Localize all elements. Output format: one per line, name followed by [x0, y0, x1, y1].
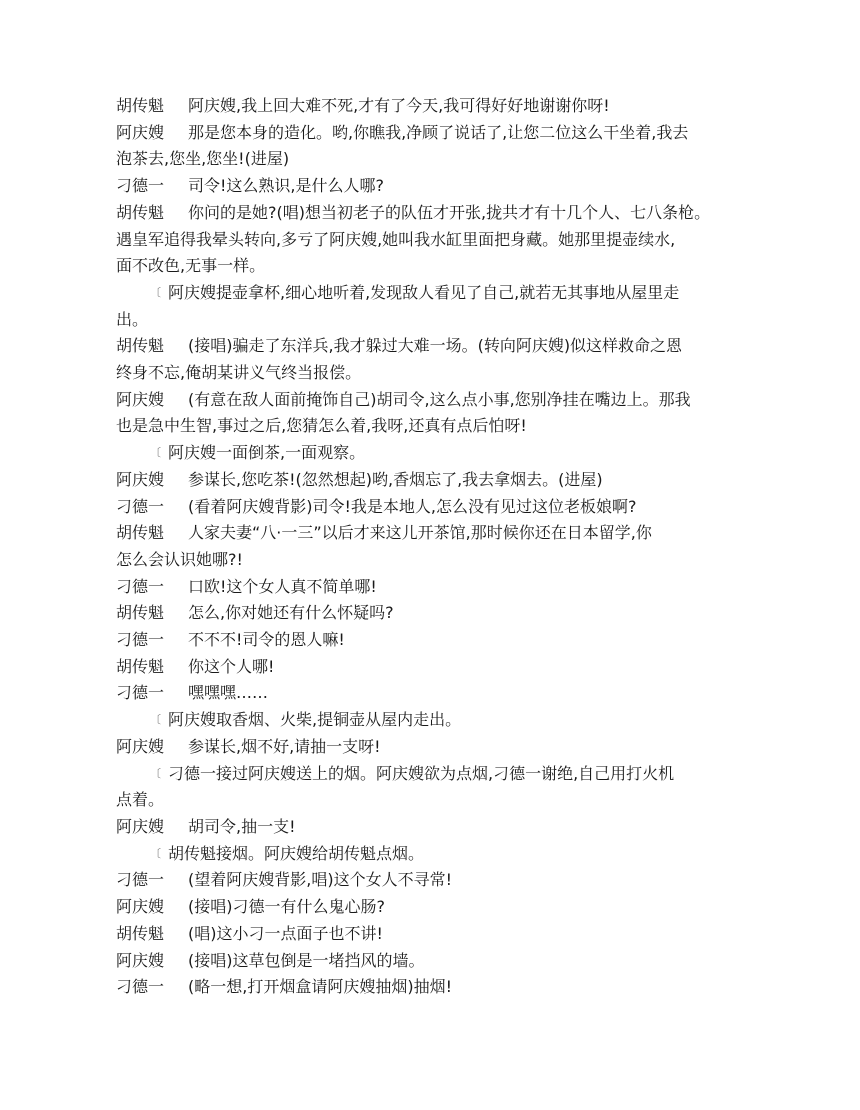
dialogue-line [116, 921, 766, 948]
dialogue-text: 人家夫妻“八·一三”以后才来这儿开茶馆,那时候你还在日本留学,你 [188, 523, 652, 543]
continuation-line: 出。 [116, 309, 149, 329]
stage-direction [116, 841, 766, 868]
speaker-name: 胡传魁 [116, 923, 165, 943]
dialogue-text: 胡司令,抽一支! [188, 816, 296, 836]
speaker-name: 刁德一 [116, 683, 165, 703]
dialogue-text: 你问的是她?(唱)想当初老子的队伍才开张,拢共才有十几个人、七八条枪。 [188, 202, 711, 222]
dialogue-text: (略一想,打开烟盒请阿庆嫂抽烟)抽烟! [188, 977, 452, 997]
stage-direction-text: 阿庆嫂取香烟、火柴,提铜壶从屋内走出。 [168, 710, 462, 730]
stage-direction-mark: 〔 [150, 846, 161, 860]
stage-direction-text: 胡传魁接烟。阿庆嫂给胡传魁点烟。 [168, 843, 425, 863]
dialogue-text: (望着阿庆嫂背影,唱)这个女人不寻常! [188, 870, 452, 890]
script-text [116, 93, 766, 1001]
dialogue-line [116, 600, 766, 627]
speaker-name: 阿庆嫂 [116, 950, 165, 970]
stage-direction [116, 761, 766, 788]
dialogue-text: (唱)这小刁一点面子也不讲! [188, 923, 383, 943]
dialogue-line [116, 974, 766, 1001]
stage-direction [116, 440, 766, 467]
speaker-name: 阿庆嫂 [116, 816, 165, 836]
speaker-name: 阿庆嫂 [116, 122, 165, 142]
stage-direction-mark: 〔 [150, 766, 161, 780]
stage-direction-text: 刁德一接过阿庆嫂送上的烟。阿庆嫂欲为点烟,刁德一谢绝,自己用打火机 [168, 763, 675, 783]
speaker-name: 胡传魁 [116, 656, 165, 676]
dialogue-text: (接唱)刁德一有什么鬼心肠? [188, 897, 385, 917]
speaker-name: 阿庆嫂 [116, 736, 165, 756]
speaker-name: 阿庆嫂 [116, 389, 165, 409]
speaker-name: 阿庆嫂 [116, 469, 165, 489]
dialogue-text: (接唱)骗走了东洋兵,我才躲过大难一场。(转向阿庆嫂)似这样救命之恩 [188, 336, 683, 356]
dialogue-line [116, 680, 766, 707]
dialogue-line [116, 333, 766, 360]
stage-direction-mark: 〔 [150, 446, 161, 460]
dialogue-text: 参谋长,您吃茶!(忽然想起)哟,香烟忘了,我去拿烟去。(进屋) [188, 469, 603, 489]
dialogue-text: 不不不!司令的恩人嘛! [188, 630, 345, 650]
dialogue-text: 那是您本身的造化。哟,你瞧我,净顾了说话了,让您二位这么干坐着,我去 [188, 122, 689, 142]
dialogue-text: 阿庆嫂,我上回大难不死,才有了今天,我可得好好地谢谢你呀! [188, 96, 610, 115]
dialogue-text: 司令!这么熟识,是什么人哪? [188, 176, 384, 196]
continuation-line: 遇皇军追得我晕头转向,多亏了阿庆嫂,她叫我水缸里面把身藏。她那里提壶续水, [116, 229, 676, 249]
dialogue-line [116, 654, 766, 681]
dialogue-line [116, 120, 766, 147]
dialogue-text: (有意在敌人面前掩饰自己)胡司令,这么点小事,您别净挂在嘴边上。那我 [188, 389, 691, 409]
dialogue-line [116, 867, 766, 894]
speaker-name: 刁德一 [116, 496, 165, 516]
speaker-name: 胡传魁 [116, 336, 165, 356]
speaker-name: 刁德一 [116, 630, 165, 650]
speaker-name: 刁德一 [116, 176, 165, 196]
stage-direction [116, 280, 766, 307]
dialogue-line [116, 93, 766, 120]
dialogue-text: (接唱)这草包倒是一堵挡风的墙。 [188, 950, 425, 970]
continuation-line: 怎么会认识她哪?! [116, 549, 243, 569]
speaker-name: 刁德一 [116, 977, 165, 997]
speaker-name: 阿庆嫂 [116, 897, 165, 917]
speaker-name: 胡传魁 [116, 202, 165, 222]
dialogue-line [116, 494, 766, 521]
continuation-line: 泡茶去,您坐,您坐!(进屋) [116, 149, 290, 169]
speaker-name: 刁德一 [116, 576, 165, 596]
dialogue-text: 口欧!这个女人真不简单哪! [188, 576, 377, 596]
dialogue-line [116, 200, 766, 227]
dialogue-line [116, 894, 766, 921]
stage-direction-text: 阿庆嫂一面倒茶,一面观察。 [168, 443, 366, 463]
stage-direction-mark: 〔 [150, 285, 161, 299]
speaker-name: 胡传魁 [116, 523, 165, 543]
speaker-name: 胡传魁 [116, 603, 165, 623]
dialogue-line [116, 387, 766, 414]
continuation-line: 点着。 [116, 790, 165, 810]
speaker-name: 胡传魁 [116, 96, 165, 115]
stage-direction [116, 707, 766, 734]
dialogue-line [116, 467, 766, 494]
dialogue-text: 参谋长,烟不好,请抽一支呀! [188, 736, 381, 756]
continuation-line: 终身不忘,俺胡某讲义气终当报偿。 [116, 363, 362, 383]
dialogue-line [116, 627, 766, 654]
stage-direction-mark: 〔 [150, 713, 161, 727]
continuation-line: 面不改色,无事一样。 [116, 256, 266, 276]
dialogue-line [116, 814, 766, 841]
dialogue-text: 你这个人哪! [188, 656, 275, 676]
dialogue-line [116, 173, 766, 200]
dialogue-text: 怎么,你对她还有什么怀疑吗? [188, 603, 394, 623]
dialogue-line [116, 520, 766, 547]
speaker-name: 刁德一 [116, 870, 165, 890]
dialogue-line [116, 734, 766, 761]
dialogue-line [116, 948, 766, 975]
dialogue-text: 嘿嘿嘿…… [188, 683, 269, 703]
stage-direction-text: 阿庆嫂提壶拿杯,细心地听着,发现敌人看见了自己,就若无其事地从屋里走 [168, 282, 680, 302]
continuation-line: 也是急中生智,事过之后,您猜怎么着,我呀,还真有点后怕呀! [116, 416, 527, 436]
dialogue-text: (看着阿庆嫂背影)司令!我是本地人,怎么没有见过这位老板娘啊? [188, 496, 637, 516]
dialogue-line [116, 574, 766, 601]
